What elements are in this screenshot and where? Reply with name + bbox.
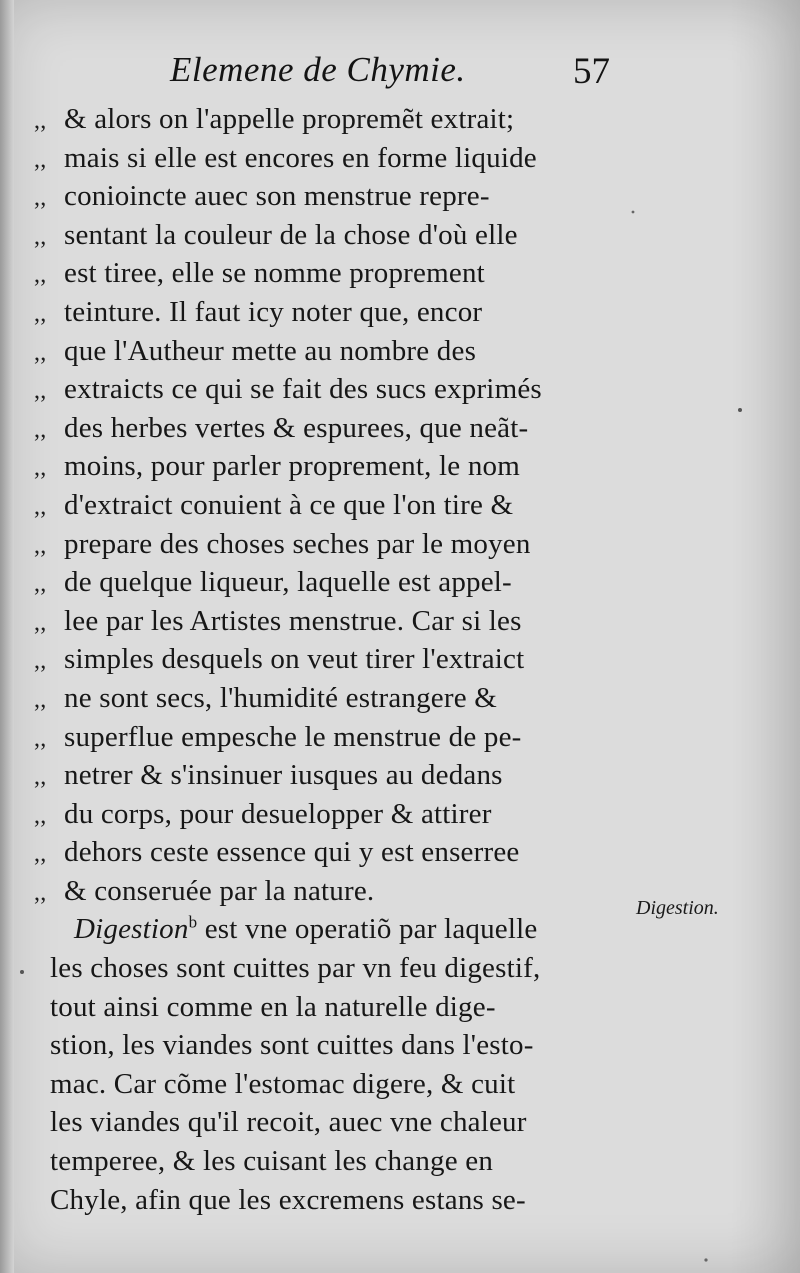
quote-mark: ,,	[34, 185, 47, 212]
line-text: & alors on l'appelle propremẽt extrait;	[64, 103, 515, 135]
quote-mark: ,,	[34, 146, 47, 173]
paragraph-first-line	[34, 910, 634, 949]
quote-mark: ,,	[34, 300, 47, 327]
quote-mark: ,,	[34, 841, 47, 868]
quoted-line	[34, 100, 634, 139]
quote-mark: ,,	[34, 378, 47, 405]
paragraph-line	[34, 1181, 634, 1220]
running-head	[170, 50, 610, 100]
line-text: sentant la couleur de la chose d'où elle	[64, 218, 518, 251]
quoted-line	[34, 370, 634, 409]
lead-word: Digestion	[74, 913, 189, 946]
line-text: est vne operatiõ par laquelle	[197, 913, 538, 946]
line-text: Chyle, afin que les excremens estans se-	[50, 1183, 526, 1216]
quote-mark: ,,	[34, 725, 47, 752]
line-text: moins, pour parler proprement, le nom	[64, 450, 520, 483]
quote-mark: ,,	[34, 764, 47, 791]
quote-mark: ,,	[34, 686, 47, 713]
quote-mark: ,,	[34, 609, 47, 636]
quoted-line	[34, 447, 634, 486]
page-number: 57	[573, 51, 610, 92]
quote-mark: ,,	[34, 648, 47, 675]
page-edge-shadow	[730, 0, 800, 1273]
quoted-line	[34, 756, 634, 795]
line-text: teinture. Il faut icy noter que, encor	[64, 295, 483, 328]
paragraph-line	[34, 949, 634, 988]
quoted-line	[34, 640, 634, 679]
quoted-line	[34, 718, 634, 757]
quote-mark: ,,	[34, 571, 47, 598]
quote-mark: ,,	[34, 339, 47, 366]
quote-mark: ,,	[34, 493, 47, 520]
quoted-line	[34, 833, 634, 872]
line-text: des herbes vertes & espurees, que neãt-	[64, 411, 529, 444]
line-text: netrer & s'insinuer iusques au dedans	[64, 759, 503, 792]
quoted-line	[34, 486, 634, 525]
line-text: les choses sont cuittes par vn feu digestif,	[50, 952, 541, 985]
quoted-line	[34, 525, 634, 564]
quoted-line	[34, 409, 634, 448]
line-text: temperee, & les cuisant les change en	[50, 1145, 494, 1178]
line-text: lee par les Artistes menstrue. Car si les	[64, 604, 522, 637]
quoted-line	[34, 602, 634, 641]
quoted-line	[34, 795, 634, 834]
quote-mark: ,,	[34, 879, 47, 906]
line-text: est tiree, elle se nomme proprement	[64, 257, 485, 290]
running-title: Elemene de Chymie.	[170, 50, 466, 89]
line-text: superflue empesche le menstrue de pe-	[64, 720, 522, 753]
line-text: stion, les viandes sont cuittes dans l'esto-	[50, 1029, 534, 1062]
quote-mark: ,,	[34, 108, 47, 134]
line-text: d'extraict conuient à ce que l'on tire &	[64, 488, 514, 521]
quote-mark: ,,	[34, 802, 47, 829]
quoted-line	[34, 216, 634, 255]
quote-mark: ,,	[34, 416, 47, 443]
line-text: & conseruée par la nature.	[64, 874, 375, 907]
quoted-line	[34, 563, 634, 602]
line-text: extraicts ce qui se fait des sucs exprimés	[64, 373, 542, 406]
paragraph-line	[34, 1065, 634, 1104]
line-text: mais si elle est encores en forme liquide	[64, 141, 537, 174]
line-text: du corps, pour desuelopper & attirer	[64, 797, 492, 830]
line-text: les viandes qu'il recoit, auec vne chaleur	[50, 1106, 527, 1139]
quoted-line	[34, 139, 634, 178]
quoted-line	[34, 293, 634, 332]
quote-mark: ,,	[34, 455, 47, 482]
quoted-line	[34, 872, 634, 911]
page-gutter-shadow	[0, 0, 14, 1273]
line-text: ne sont secs, l'humidité estrangere &	[64, 681, 498, 714]
paragraph-line	[34, 1142, 634, 1181]
quote-mark: ,,	[34, 262, 47, 289]
text-block	[34, 100, 634, 1219]
line-text: dehors ceste essence qui y est enserree	[64, 836, 520, 869]
paragraph-line	[34, 988, 634, 1027]
line-text: tout ainsi comme en la naturelle dige-	[50, 990, 496, 1023]
line-text: simples desquels on veut tirer l'extraict	[64, 643, 525, 676]
quoted-line	[34, 332, 634, 371]
quoted-line	[34, 254, 634, 293]
quote-mark: ,,	[34, 223, 47, 250]
line-text: que l'Autheur mette au nombre des	[64, 334, 477, 367]
note-mark: b	[188, 912, 198, 932]
quote-mark: ,,	[34, 532, 47, 559]
paragraph-line	[34, 1103, 634, 1142]
quoted-line	[34, 177, 634, 216]
line-text: prepare des choses seches par le moyen	[64, 527, 531, 560]
quoted-line	[34, 679, 634, 718]
line-text: mac. Car cõme l'estomac digere, & cuit	[50, 1067, 516, 1100]
line-text: de quelque liqueur, laquelle est appel-	[64, 566, 512, 599]
paragraph-line	[34, 1026, 634, 1065]
line-text: conioincte auec son menstrue repre-	[64, 180, 490, 213]
margin-note: Digestion.	[636, 897, 719, 919]
